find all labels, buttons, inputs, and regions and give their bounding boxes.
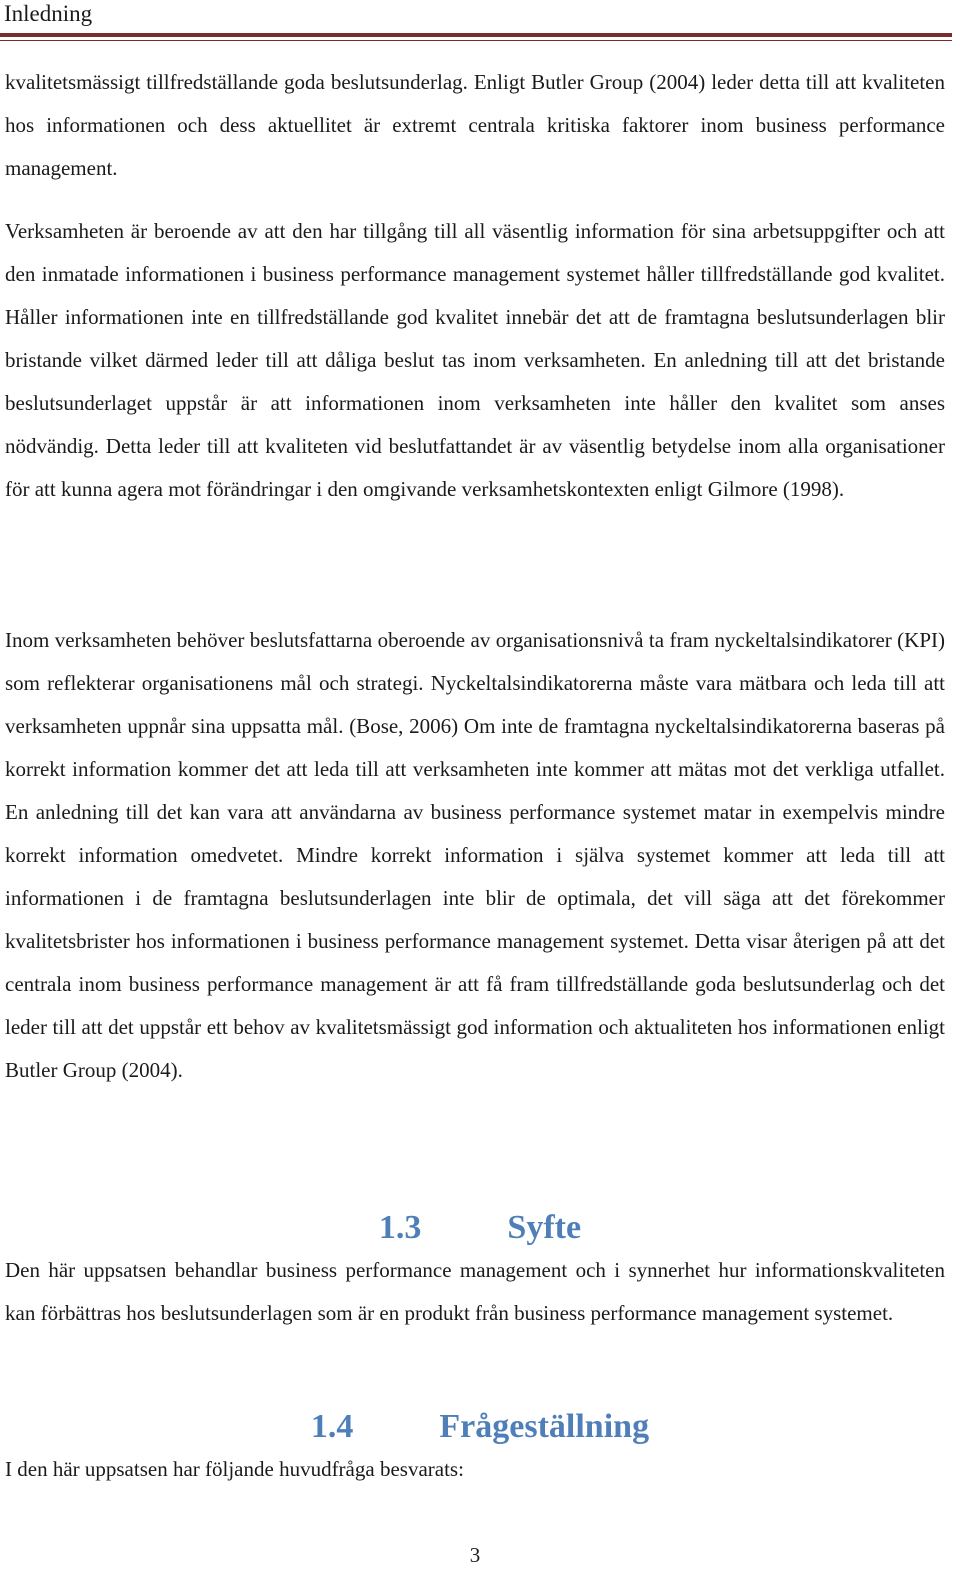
section-heading-fragestallning xyxy=(0,1405,960,1449)
section-number: 1.4 xyxy=(310,1408,354,1445)
section-paragraph-fragestallning: I den här uppsatsen har följande huvudfråga besvarats: xyxy=(5,1457,464,1481)
running-header-title: Inledning xyxy=(4,1,93,26)
section-heading-syfte xyxy=(0,1206,960,1250)
section-title: Syfte xyxy=(507,1209,582,1246)
body-paragraph-2: Verksamheten är beroende av att den har tillgång till all väsentlig information för sina arbetsuppgifter och att den inmatade informationen i business performance management systemet håller tillfredställande god kvalitet. Håller informationen inte en tillfredställande god kvalitet innebär det att de framtagna beslutsunderlagen blir bristande vilket därmed leder till att dåliga beslut tas inom verksamheten. En anledning till att det bristande beslutsunderlaget uppstår är att informationen inom verksamheten inte håller den kvalitet som anses nödvändig. Detta leder till att kvaliteten vid beslutfattandet är av väsentlig betydelse inom alla organisationer för att kunna agera mot förändringar i den omgivande verksamhetskontexten enligt Gilmore (1998). xyxy=(5,219,945,501)
section-title: Frågeställning xyxy=(439,1408,650,1445)
body-paragraph-3: Inom verksamheten behöver beslutsfattarna oberoende av organisationsnivå ta fram nyckeltalsindikatorer (KPI) som reflekterar organisationens mål och strategi. Nyckeltalsindikatorerna måste vara mätbara och leda till att verksamheten uppnår sina uppsatta mål. (Bose, 2006) Om inte de framtagna nyckeltalsindikatorerna baseras på korrekt information kommer det att leda till att verksamheten inte kommer att mätas mot det verkliga utfallet. En anledning till det kan vara att användarna av business performance systemet matar in exempelvis mindre korrekt information omedvetet. Mindre korrekt information i själva systemet kommer att leda till att informationen i de framtagna beslutsunderlagen inte blir de optimala, det vill säga att det förekommer kvalitetsbrister hos informationen i business performance management systemet. Detta visar återigen på att det centrala inom business performance management är att få fram tillfredställande goda beslutsunderlag och det leder till att det uppstår ett behov av kvalitetsmässigt god information och aktualiteten hos informationen enligt Butler Group (2004). xyxy=(5,628,945,1082)
body-paragraph-1: kvalitetsmässigt tillfredställande goda beslutsunderlag. Enligt Butler Group (2004) leder detta till att kvaliteten hos informationen och dess aktuellitet är extremt centrala kritiska faktorer inom business performance management. xyxy=(5,70,945,180)
header-rule-thin xyxy=(0,40,952,41)
section-paragraph-syfte: Den här uppsatsen behandlar business performance management och i synnerhet hur informationskvaliteten kan förbättras hos beslutsunderlagen som är en produkt från business performance management systemet. xyxy=(5,1258,945,1325)
header-rule-thick xyxy=(0,33,952,37)
section-number: 1.3 xyxy=(378,1209,422,1246)
page-number: 3 xyxy=(469,1543,481,1567)
